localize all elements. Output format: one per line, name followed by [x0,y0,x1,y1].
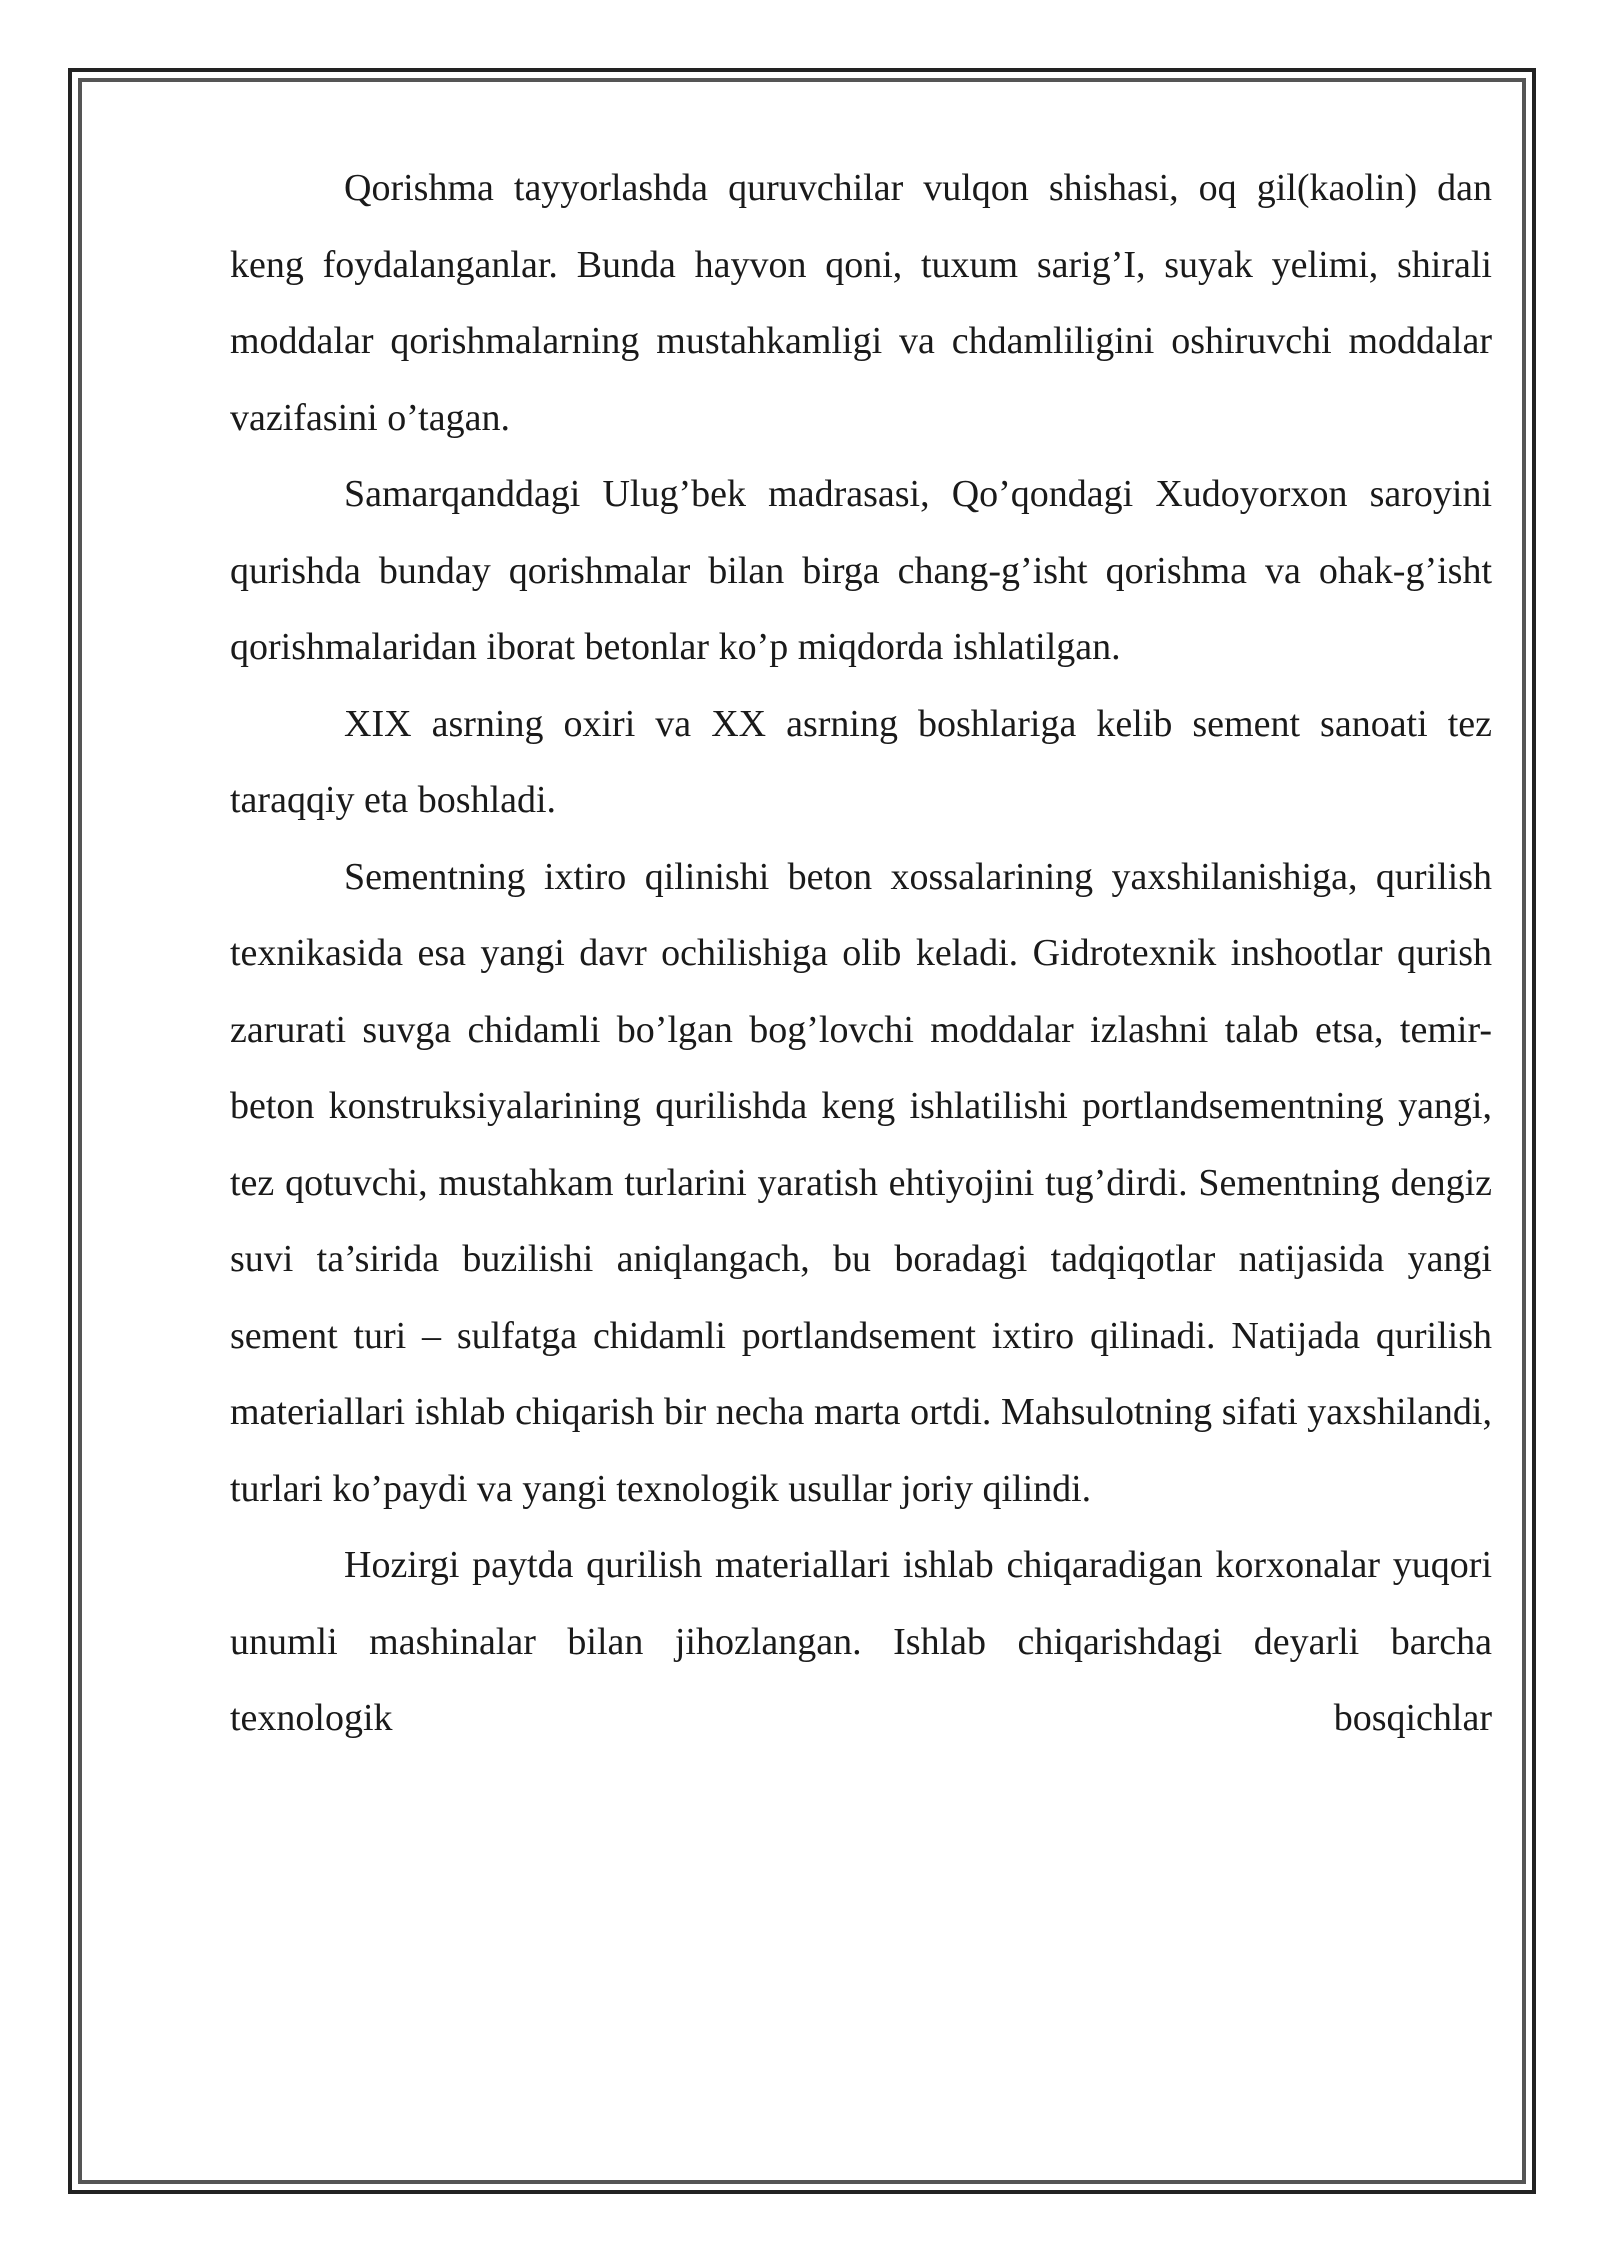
paragraph-1: Qorishma tayyorlashda quruvchilar vulqon shishasi, oq gil(kaolin) dan keng foydalanganlar. Bunda hayvon qoni, tuxum sarig’I, suyak yelimi, shirali moddalar qorishmalarning mustahkamligi va chdamliligini oshiruvchi moddalar vazifasini o’tagan. [230,167,1492,439]
document-body [230,150,1492,1757]
paragraph-4: Sementning ixtiro qilinishi beton xossalarining yaxshilanishiga, qurilish texnikasida esa yangi davr ochilishiga olib keladi. Gidrotexnik inshootlar qurish zarurati suvga chidamli bo’lgan bog’lovchi moddalar izlashni talab etsa, temir-beton konstruksiyalarining qurilishda keng ishlatilishi portlandsementning yangi, tez qotuvchi, mustahkam turlarini yaratish ehtiyojini tug’dirdi. Sementning dengiz suvi ta’sirida buzilishi aniqlangach, bu boradagi tadqiqotlar natijasida yangi sement turi – sulfatga chidamli portlandsement ixtiro qilinadi. Natijada qurilish materiallari ishlab chiqarish bir necha marta ortdi. Mahsulotning sifati yaxshilandi, turlari ko’paydi va yangi texnologik usullar joriy qilindi. [230,855,1492,1510]
paragraph-2: Samarqanddagi Ulug’bek madrasasi, Qo’qondagi Xudoyorxon saroyini qurishda bunday qorishmalar bilan birga chang-g’isht qorishma va ohak-g’isht qorishmalaridan iborat betonlar ko’p miqdorda ishlatilgan. [230,473,1492,668]
paragraph-3: XIX asrning oxiri va XX asrning boshlariga kelib sement sanoati tez taraqqiy eta boshladi. [230,702,1492,821]
paragraph-5: Hozirgi paytda qurilish materiallari ishlab chiqaradigan korxonalar yuqori unumli mashinalar bilan jihozlangan. Ishlab chiqarishdagi deyarli barcha texnologik bosqichlar [230,1544,1492,1739]
